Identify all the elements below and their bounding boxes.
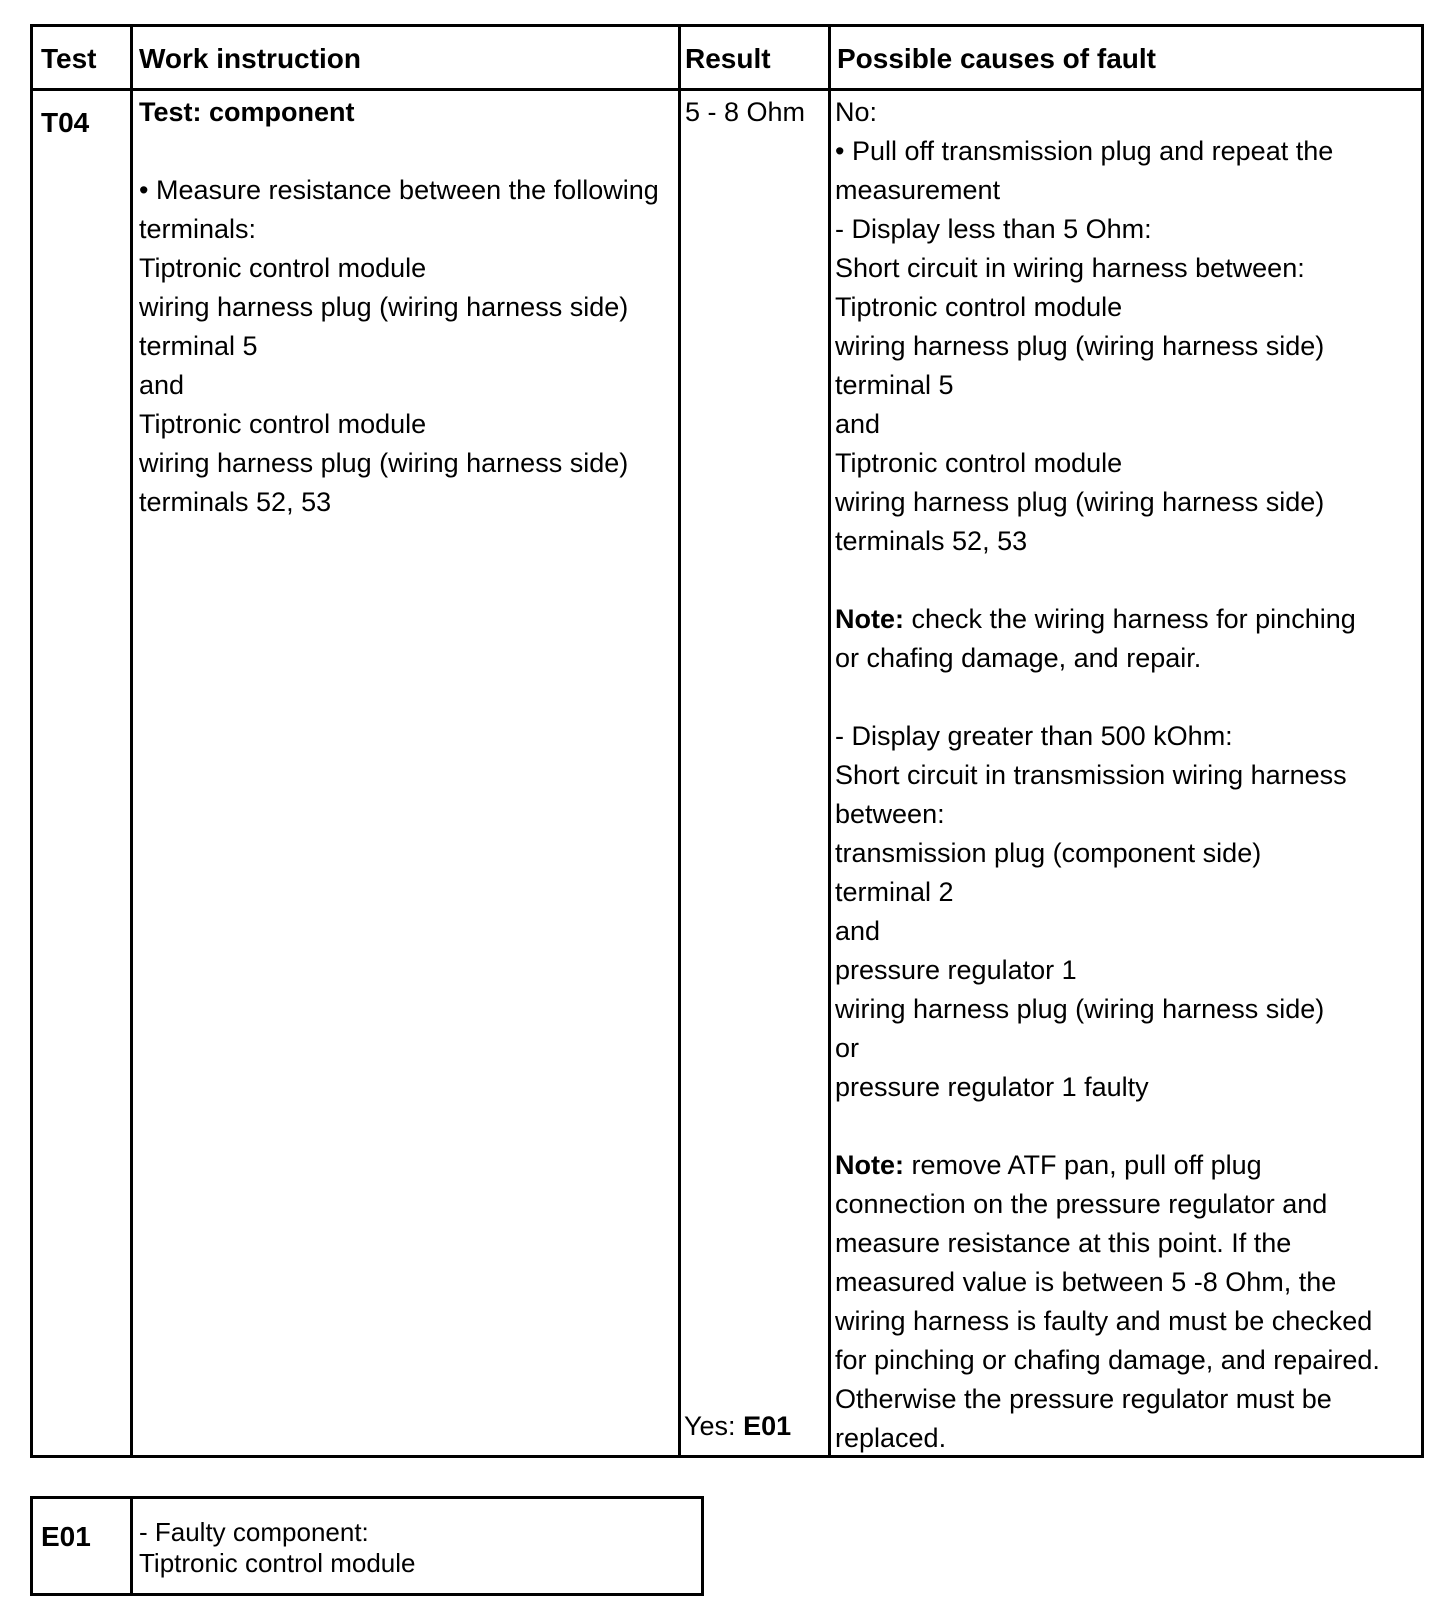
cause-line: - Display less than 5 Ohm: [835,214,1152,244]
note-label: Note: [835,604,904,634]
header-divider [33,88,1421,91]
instruction-line: wiring harness plug (wiring harness side) [139,292,629,322]
instruction-line: and [139,370,185,400]
cause-line: terminals 52, 53 [835,526,1028,556]
column-divider [130,1499,133,1593]
result-yes-target: E01 [743,1411,792,1441]
instruction-line: • Measure resistance between the following [139,175,659,205]
column-divider [678,27,681,1455]
cause-line: No: [835,97,878,127]
end-result-line: - Faulty component: [139,1517,369,1547]
cause-line: pressure regulator 1 [835,955,1077,985]
work-instruction-title: Test: component [139,97,355,127]
end-result-code: E01 [41,1521,91,1552]
cause-line: and [835,916,881,946]
cause-line: Tiptronic control module [835,292,1123,322]
cause-line: • Pull off transmission plug and repeat the [835,136,1334,166]
cause-line: or chafing damage, and repair. [835,643,1202,673]
cause-line: for pinching or chafing damage, and repaired. [835,1345,1380,1375]
instruction-line: terminals 52, 53 [139,487,332,517]
instruction-line: Tiptronic control module [139,253,427,283]
note-text: remove ATF pan, pull off plug [904,1150,1262,1180]
cause-line: Short circuit in wiring harness between: [835,253,1305,283]
cause-line: connection on the pressure regulator and [835,1189,1328,1219]
result-value: 5 - 8 Ohm [685,97,806,127]
possible-causes-cell [835,93,1380,1458]
note-line [835,600,1380,639]
header-result: Result [685,43,771,74]
cause-line: Tiptronic control module [835,448,1123,478]
instruction-line: Tiptronic control module [139,409,427,439]
test-code: T04 [41,107,90,138]
column-divider [828,27,831,1455]
header-test: Test [41,43,97,74]
cause-line: measured value is between 5 -8 Ohm, the [835,1267,1337,1297]
work-instruction-cell [139,93,659,522]
end-result-table [30,1496,704,1596]
result-yes-label: Yes: [684,1411,744,1441]
cause-line: Otherwise the pressure regulator must be [835,1384,1332,1414]
note-label: Note: [835,1150,904,1180]
cause-line: replaced. [835,1423,947,1453]
header-possible-causes: Possible causes of fault [837,43,1156,74]
test-procedure-table [30,24,1424,1458]
instruction-line: terminal 5 [139,331,258,361]
end-result-line: Tiptronic control module [139,1548,416,1578]
cause-line: wiring harness is faulty and must be checked [835,1306,1373,1336]
cause-line: and [835,409,881,439]
note-text: check the wiring harness for pinching [904,604,1356,634]
note-line [835,1146,1380,1185]
cause-line: measurement [835,175,1001,205]
header-work-instruction: Work instruction [139,43,361,74]
column-divider [130,27,133,1455]
cause-line: Short circuit in transmission wiring harness [835,760,1347,790]
cause-line: terminal 2 [835,877,954,907]
cause-line: - Display greater than 500 kOhm: [835,721,1233,751]
cause-line: or [835,1033,860,1063]
result-yes [684,1407,791,1446]
instruction-line: terminals: [139,214,257,244]
cause-line: measure resistance at this point. If the [835,1228,1292,1258]
cause-line: transmission plug (component side) [835,838,1262,868]
cause-line: wiring harness plug (wiring harness side) [835,331,1325,361]
cause-line: terminal 5 [835,370,954,400]
instruction-line: wiring harness plug (wiring harness side) [139,448,629,478]
cause-line: wiring harness plug (wiring harness side) [835,994,1325,1024]
cause-line: wiring harness plug (wiring harness side) [835,487,1325,517]
cause-line: pressure regulator 1 faulty [835,1072,1149,1102]
end-result-text [139,1517,416,1579]
cause-line: between: [835,799,945,829]
